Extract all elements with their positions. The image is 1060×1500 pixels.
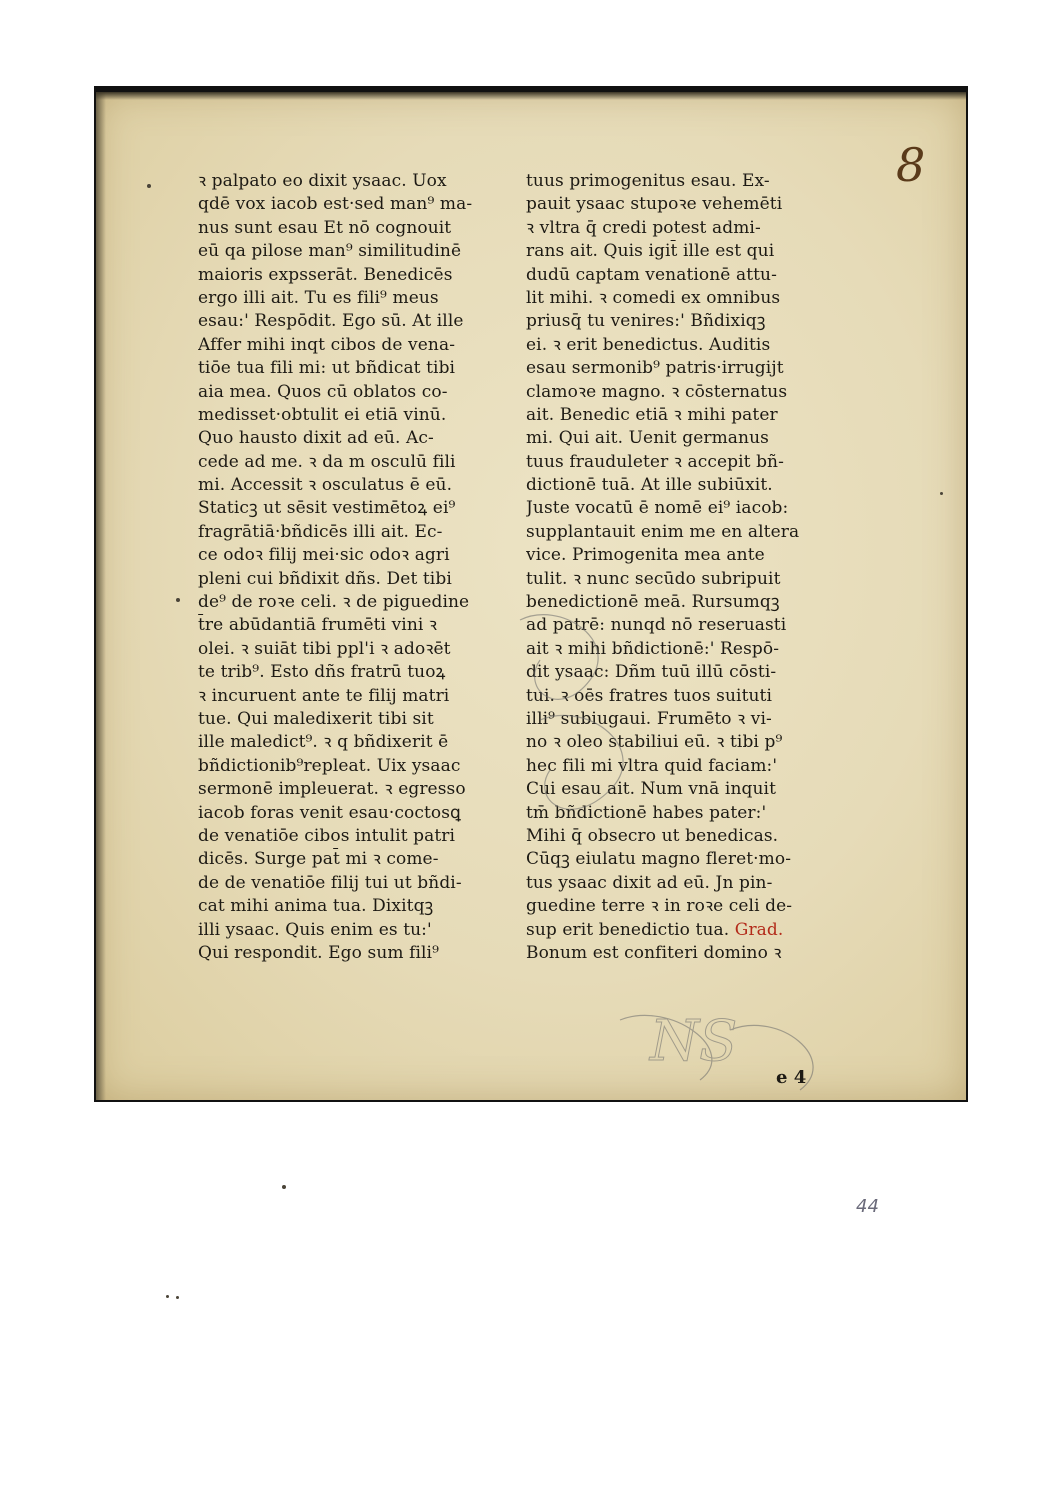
left-line: ꝛ palpato eo dixit ysaac. Uox: [198, 171, 447, 191]
rubric-text: Grad.: [734, 919, 784, 940]
left-line: olei. ꝛ suiāt tibi ppl'i ꝛ adoꝛēt: [198, 638, 451, 659]
left-line: medisset·obtulit ei etiā vinū.: [198, 404, 447, 425]
right-line: vice. Primogenita mea ante: [526, 545, 765, 566]
right-line: supplantauit enim me en altera: [526, 521, 800, 542]
left-line: tue. Qui maledixerit tibi sit: [198, 708, 434, 729]
right-line: benedictionē meā. Rursumqꝫ: [526, 592, 780, 613]
left-line: maioris expsserāt. Benedicēs: [198, 264, 453, 285]
right-line: ad patrē: nunqd nō reseruasti: [526, 615, 787, 636]
left-line: ergo illi ait. Tu es fili⁹ meus: [198, 287, 439, 308]
signature-mark: e 4: [776, 1067, 807, 1088]
left-line: Qui respondit. Ego sum fili⁹: [198, 942, 440, 963]
left-line: t̄re abūdantiā frumēti vini ꝛ: [198, 615, 438, 636]
ink-speck: [176, 1296, 179, 1299]
left-line: de⁹ de roꝛe celi. ꝛ de piguedine: [198, 592, 470, 613]
ink-speck: [282, 1185, 286, 1189]
left-line: tiōe tua fili mi: ut bñdicat tibi: [198, 358, 456, 379]
left-line: illi ysaac. Quis enim es tu:': [198, 919, 432, 940]
right-line: priusq̄ tu venires:' Bñdixiqꝫ: [526, 311, 766, 332]
right-line: clamoꝛe magno. ꝛ cōsternatus: [526, 381, 788, 402]
left-line: qdē vox iacob est·sed man⁹ ma-: [198, 194, 473, 215]
left-line: cede ad me. ꝛ da m osculū fili: [198, 451, 456, 472]
right-line: tulit. ꝛ nunc secūdo subripuit: [526, 568, 781, 589]
rubric-line-text: sup erit benedictio tua.: [526, 919, 730, 940]
right-line: illi⁹ subiugaui. Frumēto ꝛ vi-: [526, 708, 772, 729]
right-line: tuus primogenitus esau. Ex-: [526, 171, 770, 191]
right-line: ꝛ vltra q̄ credi potest admi-: [526, 217, 761, 238]
right-line: dictionē tuā. At ille subiūxit.: [526, 475, 773, 496]
left-line: iacob foras venit esau·coctosꝗ: [198, 802, 461, 823]
left-line: de de venatiōe filij tui ut bñdi-: [198, 872, 462, 893]
right-line: Juste vocatū ē nomē ei⁹ iacob:: [526, 498, 789, 519]
left-line: Affer mihi inqt cibos de vena-: [198, 334, 456, 355]
right-line: Cui esau ait. Num vnā inquit: [526, 779, 777, 800]
right-line: tus ysaac dixit ad eū. Jn pin-: [526, 872, 773, 893]
ink-speck: [940, 492, 943, 495]
left-line: cat mihi anima tua. Dixitqꝫ: [198, 896, 434, 917]
left-line: pleni cui bñdixit dñs. Det tibi: [198, 568, 452, 589]
right-line: guedine terre ꝛ in roꝛe celi de-: [526, 896, 793, 917]
right-line: pauit ysaac stupoꝛe vehemēti: [526, 194, 783, 215]
left-line: fragrātiā·bñdicēs illi ait. Ec-: [198, 521, 443, 542]
left-line: Staticꝫ ut sēsit vestimētoꝝ ei⁹: [198, 498, 456, 519]
right-line: hec fili mi vltra quid faciam:': [526, 755, 778, 776]
ink-speck: [176, 598, 180, 602]
right-line: mi. Qui ait. Uenit germanus: [526, 428, 769, 449]
left-line: de venatiōe cibos intulit patri: [198, 825, 456, 846]
ink-speck: [166, 1295, 169, 1298]
left-line: nus sunt esau Et nō cognouit: [198, 217, 452, 238]
left-line: eū qa pilose man⁹ similitudinē: [198, 241, 462, 262]
left-line: bñdictionib⁹repleat. Uix ysaac: [198, 755, 461, 776]
right-line: Mihi q̄ obsecro ut benedicas.: [526, 825, 779, 846]
right-line: tui. ꝛ oēs fratres tuos suituti: [526, 685, 773, 706]
left-line: mi. Accessit ꝛ osculatus ē eū.: [198, 475, 453, 496]
right-line: tm̄ bñdictionē habes pater:': [526, 802, 767, 823]
shelf-number: 44: [856, 1196, 879, 1217]
stamp-text: NS: [650, 1009, 738, 1074]
left-line: Quo hausto dixit ad eū. Ac-: [198, 428, 434, 449]
right-line: ei. ꝛ erit benedictus. Auditis: [526, 334, 771, 355]
left-line: ille maledict⁹. ꝛ q bñdixerit ē: [198, 732, 449, 753]
right-line: Bonum est confiteri domino ꝛ: [526, 942, 782, 963]
right-line: dit ysaac: Dñm tuū illū cōsti-: [526, 662, 777, 683]
library-stamp-icon: [500, 600, 880, 1100]
ink-speck: [147, 184, 151, 188]
right-line: esau sermonib⁹ patris·irrugijt: [526, 358, 784, 379]
left-line: dicēs. Surge pat̄ mi ꝛ come-: [198, 849, 439, 870]
right-line: lit mihi. ꝛ comedi ex omnibus: [526, 287, 781, 308]
text-column-left: [198, 170, 514, 965]
right-line: rans ait. Quis igit̄ ille est qui: [526, 241, 775, 262]
folio-number: 8: [896, 138, 926, 192]
right-line: Cūqꝫ eiulatu magno fleret·mo-: [526, 849, 792, 870]
left-line: sermonē impleuerat. ꝛ egresso: [198, 779, 466, 800]
left-line: aia mea. Quos cū oblatos co-: [198, 381, 448, 402]
right-line: dudū captam venationē attu-: [526, 264, 777, 285]
right-line: tuus frauduleter ꝛ accepit bñ-: [526, 451, 784, 472]
right-line: ait ꝛ mihi bñdictionē:' Respō-: [526, 638, 780, 659]
right-line: ait. Benedic etiā ꝛ mihi pater: [526, 404, 778, 425]
left-line: ꝛ incuruent ante te filij matri: [198, 685, 450, 706]
left-line: te trib⁹. Esto dñs fratrū tuoꝝ: [198, 662, 446, 683]
left-line: esau:' Respōdit. Ego sū. At ille: [198, 311, 464, 332]
right-line: no ꝛ oleo stabiliui eū. ꝛ tibi p⁹: [526, 732, 783, 753]
left-line: ce odoꝛ filij mei·sic odoꝛ agri: [198, 545, 450, 566]
